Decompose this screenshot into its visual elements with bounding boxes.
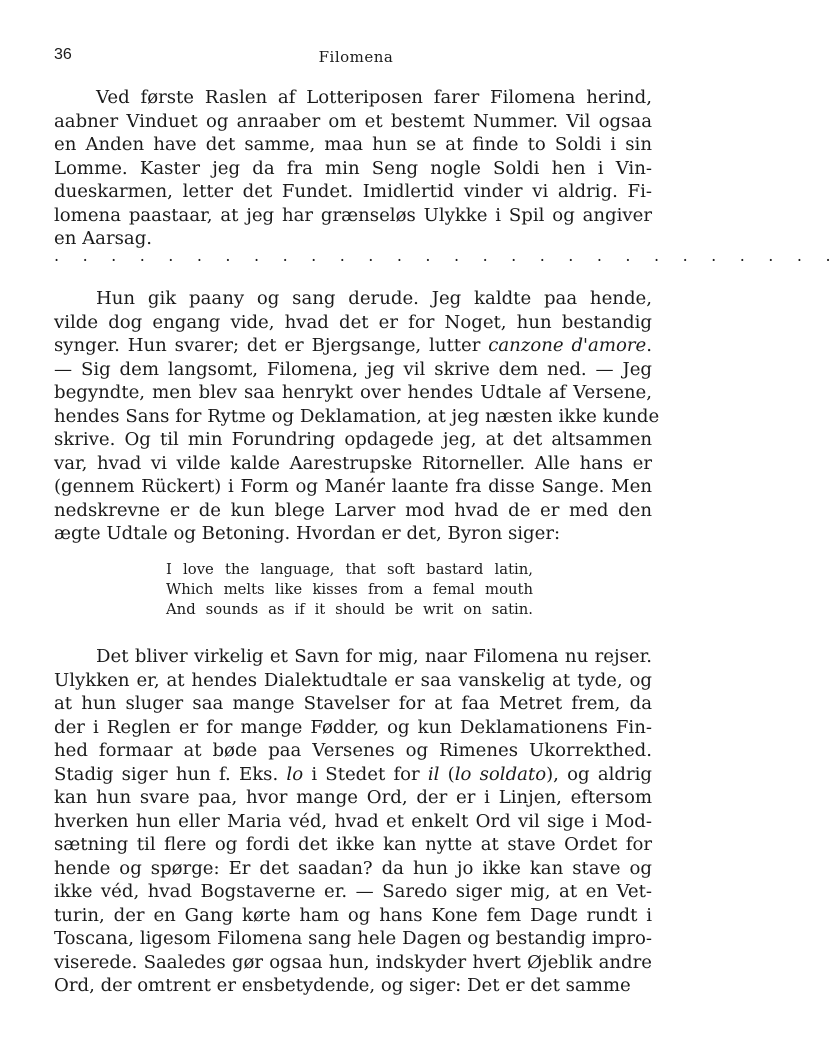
paragraph-2 bbox=[54, 287, 660, 546]
poem-line: Which melts like kisses from a femal mouth bbox=[166, 581, 533, 598]
text-line: at hun sluger saa mange Stavelser for at faa Metret frem, da bbox=[54, 693, 652, 714]
poem-line: I love the language, that soft bastard latin, bbox=[166, 561, 533, 578]
text-line: hendes Sans for Rytme og Deklamation, at jeg næsten ikke kunde bbox=[54, 405, 660, 427]
italic-text: il bbox=[427, 763, 440, 785]
text-line: lomena paastaar, at jeg har grænseløs Ulykke i Spil og angiver bbox=[54, 204, 652, 226]
page-number: 36 bbox=[54, 46, 72, 63]
text-line: ikke véd, hvad Bogstaverne er. — Saredo siger mig, at en Vet- bbox=[54, 881, 652, 902]
italic-text: lo soldato bbox=[454, 763, 547, 785]
text-line: hed formaar at bøde paa Versenes og Rimenes Ukorrekthed. bbox=[54, 740, 652, 761]
text-line: turin, der en Gang kørte ham og hans Kone fem Dage rundt i bbox=[54, 904, 652, 926]
text-line: (gennem Rückert) i Form og Manér laante fra disse Sange. Men bbox=[54, 476, 652, 497]
text-line: viserede. Saaledes gør ogsaa hun, indskyder hvert Øjeblik andre bbox=[54, 951, 652, 973]
text-line: nedskrevne er de kun blege Larver mod hvad de er med den bbox=[54, 499, 652, 521]
text-line: Det bliver virkelig et Savn for mig, naar Filomena nu rejser. bbox=[96, 646, 652, 667]
separator-dots: . . . . . . . . . . . . . . . . . . . . . . . . . . . . bbox=[54, 246, 840, 265]
running-title: Filomena bbox=[318, 48, 394, 66]
paragraph-1 bbox=[54, 86, 652, 251]
paragraph-3 bbox=[54, 645, 652, 998]
text-line: hverken hun eller Maria véd, hvad et enkelt Ord vil sige i Mod- bbox=[54, 810, 652, 832]
text-line: Ord, der omtrent er ensbetydende, og siger: Det er det samme bbox=[54, 975, 631, 996]
text-line: aabner Vinduet og anraaber om et bestemt Nummer. Vil ogsaa bbox=[54, 110, 652, 132]
text-segment: Stadig siger hun f. Eks. bbox=[54, 763, 287, 785]
text-segment: ( bbox=[439, 763, 455, 785]
text-line: hende og spørge: Er det saadan? da hun jo ikke kan stave og bbox=[54, 857, 652, 879]
italic-text: lo bbox=[286, 763, 304, 785]
text-line: Ulykken er, at hendes Dialektudtale er saa vanskelig at tyde, og bbox=[54, 669, 652, 691]
text-line: sætning til flere og fordi det ikke kan nytte at stave Ordet for bbox=[54, 834, 652, 855]
byron-quote bbox=[166, 560, 533, 620]
italic-text: canzone d'amore bbox=[488, 335, 647, 356]
text-segment: i Stedet for bbox=[303, 763, 428, 785]
text-line: Toscana, ligesom Filomena sang hele Dagen og bestandig impro- bbox=[54, 928, 652, 949]
text-line: Hun gik paany og sang derude. Jeg kaldte paa hende, bbox=[96, 288, 652, 309]
text-line: kan hun svare paa, hvor mange Ord, der er i Linjen, eftersom bbox=[54, 787, 652, 808]
text-line: vilde dog engang vide, hvad det er for Noget, hun bestandig bbox=[54, 311, 652, 333]
text-line: dueskarmen, letter det Fundet. Imidlertid vinder vi aldrig. Fi- bbox=[54, 181, 652, 202]
text-line: en Anden have det samme, maa hun se at finde to Soldi i sin bbox=[54, 134, 652, 155]
text-line: ægte Udtale og Betoning. Hvordan er det, Byron siger: bbox=[54, 523, 561, 544]
text-line: Ved første Raslen af Lotteriposen farer Filomena herind, bbox=[96, 87, 652, 108]
text-line: — Sig dem langsomt, Filomena, jeg vil skrive dem ned. — Jeg bbox=[54, 358, 652, 380]
text-line: var, hvad vi vilde kalde Aarestrupske Ritorneller. Alle hans er bbox=[54, 452, 652, 474]
poem-line: And sounds as if it should be writ on satin. bbox=[166, 601, 533, 618]
text-line: begyndte, men blev saa henrykt over hendes Udtale af Versene, bbox=[54, 382, 652, 403]
text-line bbox=[54, 334, 652, 358]
text-segment: ), og aldrig bbox=[546, 763, 652, 785]
text-line: en Aarsag. bbox=[54, 228, 153, 249]
text-line: der i Reglen er for mange Fødder, og kun Deklamationens Fin- bbox=[54, 716, 652, 738]
text-line bbox=[54, 763, 652, 787]
text-line: skrive. Og til min Forundring opdagede jeg, at det altsammen bbox=[54, 429, 652, 450]
text-segment: synger. Hun svarer; det er Bjergsange, lutter bbox=[54, 335, 489, 356]
text-segment: . bbox=[646, 335, 652, 356]
text-line: Lomme. Kaster jeg da fra min Seng nogle Soldi hen i Vin- bbox=[54, 157, 652, 179]
